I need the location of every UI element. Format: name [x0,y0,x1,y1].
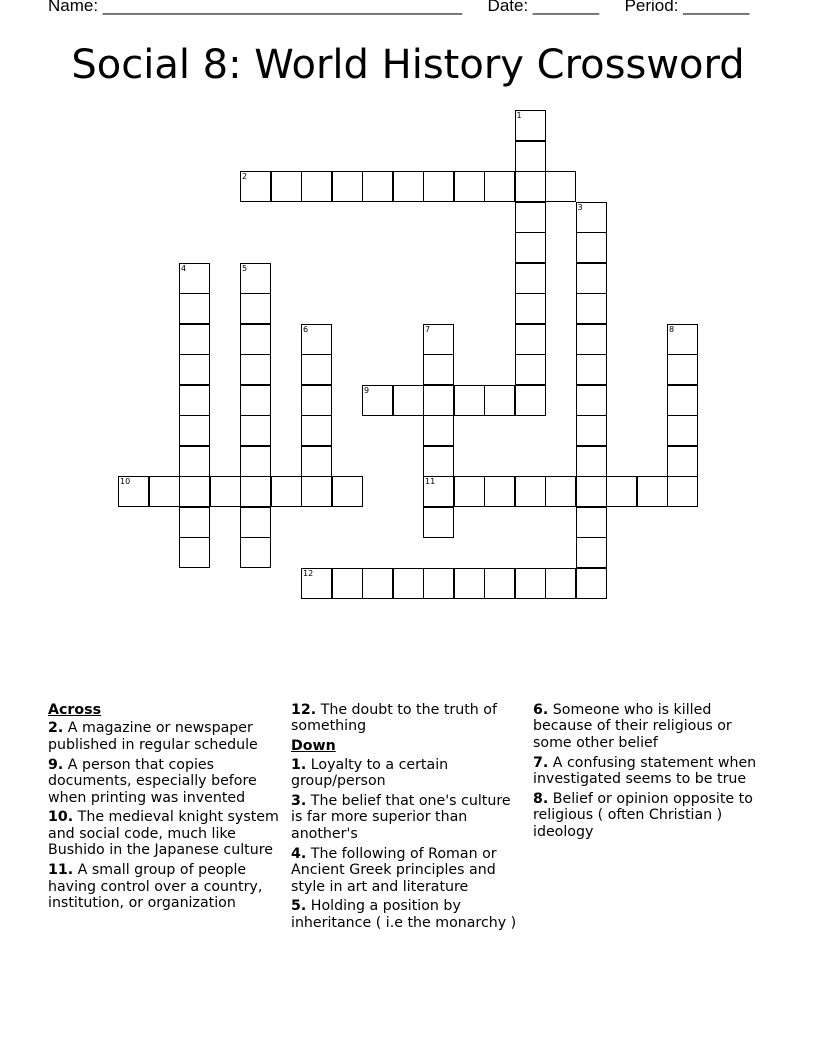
grid-cell[interactable] [118,476,149,507]
grid-cell[interactable] [576,537,607,568]
grid-cell[interactable] [362,171,393,202]
clue-across-12: 12. The doubt to the truth of something [291,702,497,735]
grid-cell[interactable] [179,415,210,446]
grid-cell[interactable] [515,324,546,355]
grid-cell[interactable] [576,476,607,507]
grid-cell[interactable] [423,415,454,446]
grid-cell[interactable] [545,476,576,507]
grid-cell[interactable] [301,354,332,385]
grid-cell[interactable] [423,171,454,202]
name-field[interactable]: Name: ______________________________________ [48,0,463,15]
clue-number-label: 7 [425,324,431,334]
grid-cell[interactable] [301,385,332,416]
grid-cell[interactable] [210,476,241,507]
grid-cell[interactable] [545,568,576,599]
grid-cell[interactable] [362,385,393,416]
grid-cell[interactable] [637,476,668,507]
grid-cell[interactable] [515,263,546,294]
grid-cell[interactable] [240,354,271,385]
grid-cell[interactable] [240,385,271,416]
grid-cell[interactable] [423,507,454,538]
clue-number-label: 4 [181,263,187,273]
across-heading: Across [48,702,102,718]
grid-cell[interactable] [484,568,515,599]
grid-cell[interactable] [423,476,454,507]
grid-cell[interactable] [515,354,546,385]
grid-cell[interactable] [545,171,576,202]
clue-number-label: 5 [242,263,248,273]
grid-cell[interactable] [179,354,210,385]
grid-cell[interactable] [454,568,485,599]
grid-cell[interactable] [301,415,332,446]
grid-cell[interactable] [332,171,363,202]
grid-cell[interactable] [515,232,546,263]
grid-cell[interactable] [332,568,363,599]
grid-cell[interactable] [301,476,332,507]
grid-cell[interactable] [240,324,271,355]
clues-column-3 [533,702,773,844]
grid-cell[interactable] [179,446,210,477]
clue-across-10: 10. The medieval knight system and social code, much like Bushido in the Japanese culture [48,809,279,859]
clue-number-label: 3 [577,202,583,212]
grid-cell[interactable] [179,324,210,355]
grid-cell[interactable] [423,568,454,599]
grid-cell[interactable] [301,171,332,202]
grid-cell[interactable] [576,263,607,294]
grid-cell[interactable] [240,171,271,202]
grid-cell[interactable] [301,324,332,355]
grid-cell[interactable] [576,385,607,416]
clue-down-5: 5. Holding a position by inheritance ( i.e the monarchy ) [291,898,517,931]
clue-down-3: 3. The belief that one's culture is far more superior than another's [291,793,511,842]
clues-column-1 [48,702,280,915]
page-title: Social 8: World History Crossword [71,42,745,88]
clue-down-8: 8. Belief or opinion opposite to religious ( often Christian ) ideology [533,791,753,840]
grid-cell[interactable] [576,568,607,599]
clue-number-label: 9 [364,385,370,395]
clue-number-label: 12 [303,568,314,578]
grid-cell[interactable] [179,385,210,416]
grid-cell[interactable] [454,476,485,507]
grid-cell[interactable] [515,202,546,233]
grid-cell[interactable] [515,568,546,599]
clue-down-1: 1. Loyalty to a certain group/person [291,756,449,790]
grid-cell[interactable] [179,263,210,294]
grid-cell[interactable] [179,476,210,507]
grid-cell[interactable] [393,385,424,416]
clue-number-label: 2 [242,172,248,181]
grid-cell[interactable] [576,507,607,538]
grid-cell[interactable] [576,446,607,477]
period-field[interactable]: Period: _______ [624,0,750,15]
grid-cell[interactable] [240,537,271,568]
grid-cell[interactable] [576,324,607,355]
clue-across-2: 2. A magazine or newspaper published in regular schedule [48,720,258,753]
grid-cell[interactable] [240,507,271,538]
grid-cell[interactable] [393,171,424,202]
grid-cell[interactable] [149,476,180,507]
grid-cell[interactable] [301,446,332,477]
grid-cell[interactable] [515,293,546,324]
grid-cell[interactable] [667,415,698,446]
grid-cell[interactable] [576,232,607,263]
grid-cell[interactable] [576,202,607,233]
clue-number-label: 11 [425,477,436,486]
clue-across-9: 9. A person that copies documents, especially before when printing was invented [48,756,257,806]
grid-cell[interactable] [515,110,546,141]
clue-number-label: 1 [516,111,522,120]
grid-cell[interactable] [606,476,637,507]
grid-cell[interactable] [667,446,698,477]
grid-cell[interactable] [515,476,546,507]
clue-number-label: 8 [669,324,675,334]
grid-cell[interactable] [484,385,515,416]
grid-cell[interactable] [576,415,607,446]
grid-cell[interactable] [515,171,546,202]
clue-down-6: 6. Someone who is killed because of their religious or some other belief [533,702,732,751]
grid-cell[interactable] [454,171,485,202]
grid-cell[interactable] [271,476,302,507]
grid-cell[interactable] [332,476,363,507]
grid-cell[interactable] [271,171,302,202]
grid-cell[interactable] [240,446,271,477]
grid-cell[interactable] [423,385,454,416]
clue-down-7: 7. A confusing statement when investigated seems to be true [533,754,757,788]
grid-cell[interactable] [179,293,210,324]
clue-down-4: 4. The following of Roman or Ancient Greek principles and style in art and literature [291,845,497,895]
grid-cell[interactable] [484,171,515,202]
grid-cell[interactable] [240,293,271,324]
grid-cell[interactable] [667,476,698,507]
grid-cell[interactable] [179,507,210,538]
grid-cell[interactable] [423,324,454,355]
clue-number-label: 6 [303,324,309,334]
grid-cell[interactable] [393,568,424,599]
grid-cell[interactable] [240,415,271,446]
grid-cell[interactable] [362,568,393,599]
grid-cell[interactable] [515,141,546,172]
clue-number-label: 10 [120,477,131,486]
grid-cell[interactable] [179,537,210,568]
grid-cell[interactable] [423,446,454,477]
clue-across-11: 11. A small group of people having control over a country, institution, or organization [48,862,263,911]
grid-cell[interactable] [576,354,607,385]
down-heading: Down [291,738,336,755]
grid-cell[interactable] [576,293,607,324]
grid-cell[interactable] [423,354,454,385]
grid-cell[interactable] [515,385,546,416]
grid-cell[interactable] [667,354,698,385]
grid-cell[interactable] [301,568,332,599]
grid-cell[interactable] [240,263,271,294]
grid-cell[interactable] [667,385,698,416]
grid-cell[interactable] [484,476,515,507]
grid-cell[interactable] [667,324,698,355]
grid-cell[interactable] [454,385,485,416]
grid-cell[interactable] [240,476,271,507]
clues-column-2 [291,702,523,935]
date-field[interactable]: Date: _______ [487,0,600,15]
